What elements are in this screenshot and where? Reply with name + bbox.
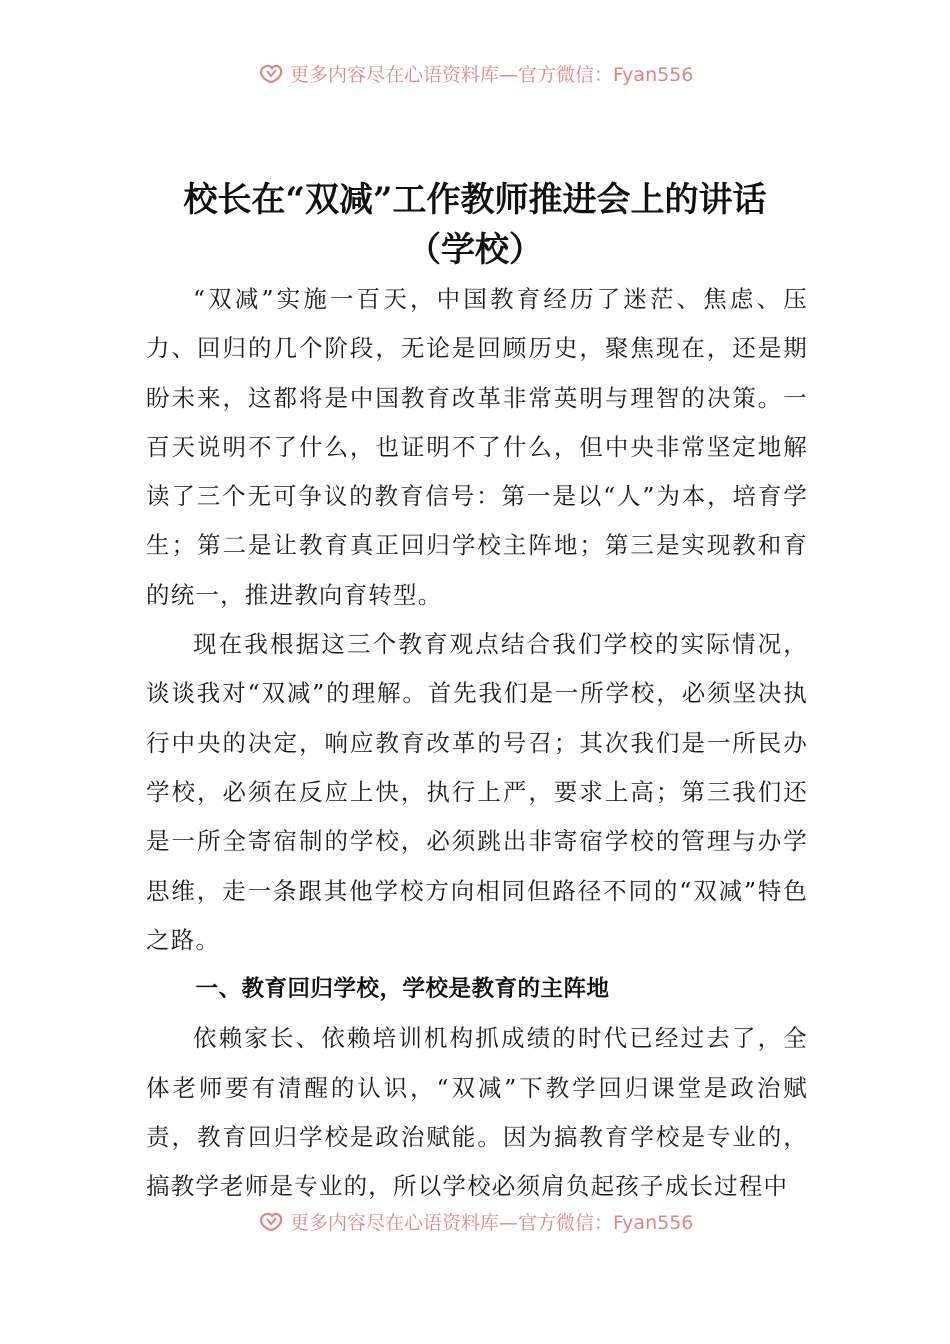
paragraph: 现在我根据这三个教育观点结合我们学校的实际情况，谈谈我对“双减”的理解。首先我们是一所学校，必须坚决执行中央的决定，响应教育改革的号召；其次我们是一所民办学校，必须在反应上快，执行上严，要求上高；第三我们还是一所全寄宿制的学校，必须跳出非寄宿学校的管理与办学思维，走一条跟其他学校方向相同但路径不同的“双减”特色之路。: [146, 630, 808, 954]
watermark-bottom: [258, 1208, 693, 1234]
watermark-text: 更多内容尽在心语资料库—官方微信：Fyan556: [290, 1211, 694, 1234]
section-heading: 一、教育回归学校，学校是教育的主阵地: [195, 976, 610, 1003]
paragraph: 依赖家长、依赖培训机构抓成绩的时代已经过去了，全体老师要有清醒的认识，“双减”下教学回归课堂是政治赋责，教育回归学校是政治赋能。因为搞教育学校是专业的，搞教学老师是专业的，所以学校必须肩负起孩子成长过程中: [146, 1024, 808, 1201]
logo-icon: [258, 1210, 284, 1232]
watermark-text: 更多内容尽在心语资料库—官方微信：Fyan556: [290, 63, 694, 86]
paragraph: “双减”实施一百天，中国教育经历了迷茫、焦虑、压力、回归的几个阶段，无论是回顾历史，聚焦现在，还是期盼未来，这都将是中国教育改革非常英明与理智的决策。一百天说明不了什么，也证明不了什么，但中央非常坚定地解读了三个无可争议的教育信号：第一是以“人”为本，培育学生；第二是让教育真正回归学校主阵地；第三是实现教和育的统一，推进教向育转型。: [146, 285, 808, 609]
watermark-top: [258, 60, 693, 86]
logo-icon: [258, 62, 284, 84]
document-subtitle: （学校）: [407, 230, 543, 270]
document-title: 校长在“双减”工作教师推进会上的讲话: [183, 180, 767, 220]
document-body: [146, 275, 808, 1212]
